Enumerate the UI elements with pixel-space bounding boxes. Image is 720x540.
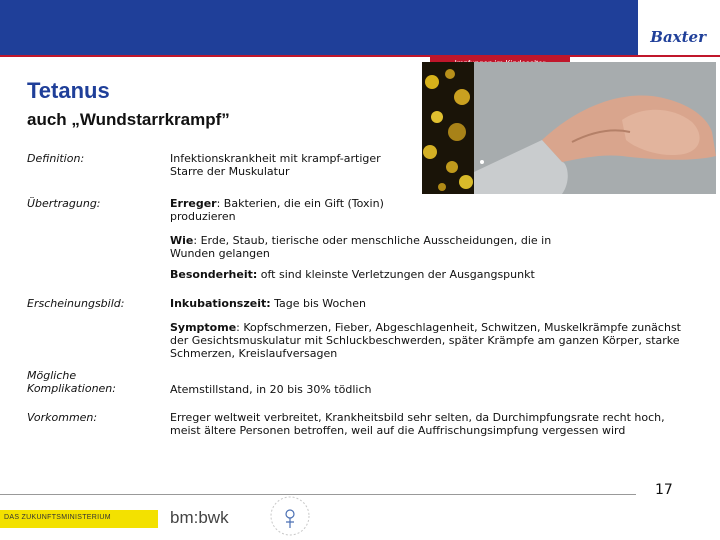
baxter-logo: Baxter [650, 28, 706, 46]
appearance-label: Erscheinungsbild: [27, 297, 125, 310]
wie-text [170, 234, 570, 260]
erreger-desc: : Bakterien, die ein Gift (Toxin) produzieren [170, 197, 384, 223]
brand-box [638, 0, 720, 55]
header-bar [0, 0, 638, 55]
inkubation-text [170, 297, 690, 310]
seal-icon [268, 494, 312, 538]
slide-subtitle: auch „Wundstarrkrampf” [27, 110, 230, 129]
definition-label: Definition: [27, 152, 85, 165]
ministry-logo: bm:bwk [170, 508, 229, 527]
page-number: 17 [655, 482, 673, 498]
complications-label: Mögliche Komplikationen: [27, 369, 116, 395]
inkubation-desc: Tage bis Wochen [270, 297, 366, 310]
symptome-text [170, 321, 685, 360]
header-accent-line [0, 55, 720, 57]
wie-term: Wie [170, 234, 194, 247]
besonderheit-desc: oft sind kleinste Verletzungen der Ausgangspunkt [257, 268, 535, 281]
slide-title: Tetanus [27, 78, 110, 103]
symptome-desc: : Kopfschmerzen, Fieber, Abgeschlagenheit, Schwitzen, Muskelkrämpfe zunächst der Gesichtsmuskulatur mit Schluckbeschwerden, später Krämpfe am ganzen Körper, starke Schmerzen, Kreislaufversagen [170, 321, 681, 360]
partner-logo-text: DAS ZUKUNFTSMINISTERIUM [4, 514, 111, 521]
symptome-term: Symptome [170, 321, 237, 334]
inkubation-term: Inkubationszeit: [170, 297, 271, 310]
occurrence-label: Vorkommen: [27, 411, 98, 424]
besonderheit-term: Besonderheit: [170, 268, 258, 281]
tetanus-photo [422, 62, 716, 194]
complications-text: Atemstillstand, in 20 bis 30% tödlich [170, 383, 372, 396]
wie-desc: : Erde, Staub, tierische oder menschliche Ausscheidungen, die in Wunden gelangen [170, 234, 552, 260]
erreger-term: Erreger [170, 197, 217, 210]
erreger-text [170, 197, 420, 223]
occurrence-text: Erreger weltweit verbreitet, Krankheitsbild sehr selten, da Durchimpfungsrate recht hoch, meist ältere Personen betroffen, weil auf die Auffrischungsimpfung vergessen wird [170, 411, 665, 437]
transmission-label: Übertragung: [27, 197, 101, 210]
besonderheit-text [170, 268, 690, 281]
footer-divider [0, 494, 636, 495]
definition-text: Infektionskrankheit mit krampf-artiger Starre der Muskulatur [170, 152, 381, 178]
